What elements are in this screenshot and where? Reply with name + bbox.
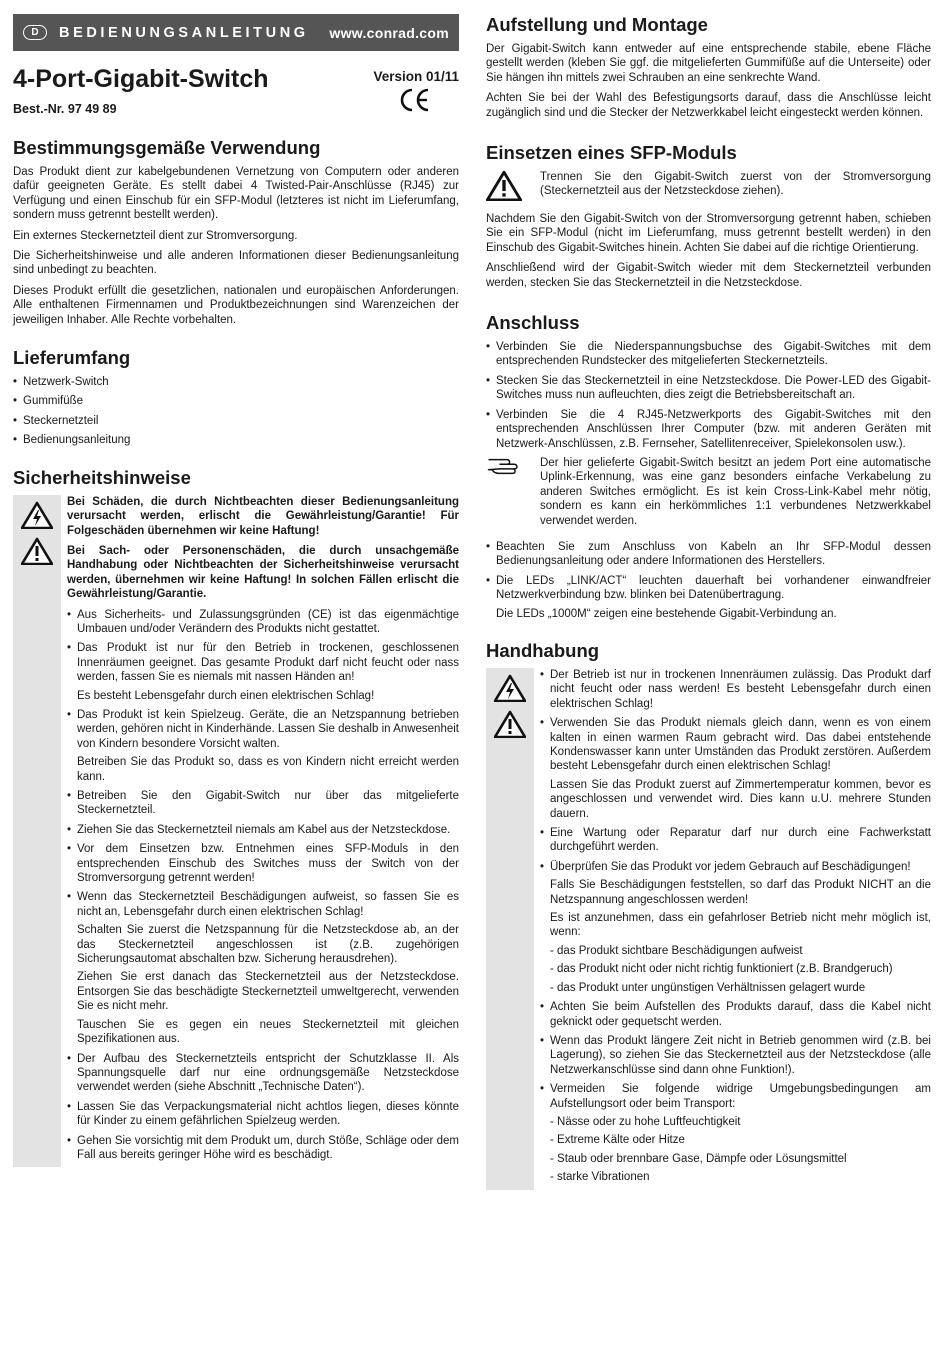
list-item: • Gummifüße <box>13 394 459 408</box>
language-badge: D <box>23 25 47 40</box>
warning-icon <box>486 170 522 201</box>
list-item: • Aus Sicherheits- und Zulassungsgründen (CE) ist das eigenmächtige Umbauen und/oder Verändern des Produkts nicht gestattet. <box>67 608 459 637</box>
handling-warning-box <box>486 668 931 1190</box>
sub-text: Schalten Sie zuerst die Netzspannung für die Netzsteckdose ab, an der das Steckernetzteil angeschlossen ist (z.B. zugehörigen Sicherungsautomat abschalten bzw. Sicherung herausdrehen). <box>77 924 459 966</box>
header-banner <box>13 14 459 51</box>
warning-icon-bar <box>13 495 61 1168</box>
list-item: • Beachten Sie zum Anschluss von Kabeln an Ihr SFP-Modul dessen Bedienungsanleitung oder andere Informationen des Herstellers. <box>486 540 931 569</box>
list-item: • Überprüfen Sie das Produkt vor jedem Gebrauch auf Beschädigungen! Falls Sie Beschädigungen feststellen, so darf das Produkt NICHT an die Netzspannung angeschlossen werden! Es ist anzunehmen, dass ein gefahrloser Betrieb nicht mehr möglich ist, wenn: - das Produkt sichtbare Beschädigungen aufweist - das Produkt nicht oder nicht richtig funktioniert (z.B. Brandgeruch) - das Produkt unter ungünstigen Verhältnissen gelagert wurde <box>540 860 931 995</box>
paragraph: Ein externes Steckernetzteil dient zur Stromversorgung. <box>13 229 298 242</box>
website-link[interactable]: www.conrad.com <box>329 24 449 41</box>
sub-text: Lassen Sie das Produkt zuerst auf Zimmertemperatur kommen, bevor es angeschlossen und verwendet wird. Dies kann u.U. mehrere Stunden dauern. <box>550 778 931 820</box>
handling-heading: Handhabung <box>486 639 600 661</box>
sub-text: - Extreme Kälte oder Hitze <box>550 1134 685 1147</box>
warning-icon <box>494 710 526 738</box>
list-item: • Das Produkt ist nur für den Betrieb in trockenen, geschlossenen Innenräumen geeignet. Das gesamte Produkt darf nicht feucht oder nass werden, fassen Sie es niemals mit nassen Händen an! Es besteht Lebensgefahr durch einen elektrischen Schlag! <box>67 641 459 703</box>
sub-text: Falls Sie Beschädigungen feststellen, so darf das Produkt NICHT an die Netzspannung angeschlossen werden! <box>550 879 931 906</box>
list-item: • Der Aufbau des Steckernetzteils entspricht der Schutzklasse II. Als Spannungsquelle darf nur eine ordnungsgemäße Netzsteckdose verwendet werden (siehe Abschnitt „Technische Daten“). <box>67 1052 459 1095</box>
list-item: • Vor dem Einsetzen bzw. Entnehmen eines SFP-Moduls in den entsprechenden Einschub des Switches muss der Switch von der Stromversorgung getrennt werden! <box>67 842 459 885</box>
list-item: • Wenn das Produkt längere Zeit nicht in Betrieb genommen wird (z.B. bei Lagerung), so ziehen Sie das Steckernetzteil aus der Netzsteckdose (alle Netzwerkanschlüsse sind dann ohne Funktion!). <box>540 1034 931 1077</box>
paragraph: Das Produkt dient zur kabelgebundenen Vernetzung von Computern oder anderen dafür geeigneten Geräte. Es stellt dabei 4 Twisted-Pair-Anschlüsse (RJ45) zur Verfügung und einen Einschub für ein SFP-Modul (letzteres ist nicht im Lieferumfang, sondern muss getrennt bestellt werden). <box>13 166 459 222</box>
sub-text: - das Produkt sichtbare Beschädigungen aufweist <box>550 944 803 957</box>
sub-text: Es besteht Lebensgefahr durch einen elektrischen Schlag! <box>77 689 375 702</box>
list-item: • Ziehen Sie das Steckernetzteil niemals am Kabel aus der Netzsteckdose. <box>67 823 459 837</box>
paragraph: Achten Sie bei der Wahl des Befestigungsorts darauf, dass die Anschlüsse leicht zugänglich sind und die Stecker der Netzwerkkabel leicht eingesteckt werden können. <box>486 92 931 119</box>
sub-text: Ziehen Sie erst danach das Steckernetzteil aus der Netzsteckdose. Entsorgen Sie das beschädigte Steckernetzteil umweltgerecht, verwenden Sie es nicht mehr. <box>77 971 459 1013</box>
list-item: • Lassen Sie das Verpackungsmaterial nicht achtlos liegen, dieses könnte für Kinder zu einem gefährlichen Spielzeug werden. <box>67 1100 459 1129</box>
banner-title: BEDIENUNGSANLEITUNG <box>59 24 309 41</box>
list-item: • Achten Sie beim Aufstellen des Produkts darauf, dass die Kabel nicht geknickt oder gequetscht werden. <box>540 1000 931 1029</box>
list-item: • Stecken Sie das Steckernetzteil in eine Netzsteckdose. Die Power-LED des Gigabit-Switches muss nun aufleuchten, dies zeigt die Betriebsbereitschaft an. <box>486 374 931 403</box>
list-item: • Bedienungsanleitung <box>13 433 459 447</box>
list-item: • Eine Wartung oder Reparatur darf nur durch eine Fachwerkstatt durchgeführt werden. <box>540 826 931 855</box>
sub-text: - das Produkt nicht oder nicht richtig funktioniert (z.B. Brandgeruch) <box>550 963 893 976</box>
paragraph: Die Sicherheitshinweise und alle anderen Informationen dieser Bedienungsanleitung sind unbedingt zu beachten. <box>13 250 459 277</box>
safety-heading: Sicherheitshinweise <box>13 466 191 488</box>
version-label: Version 01/11 <box>373 69 459 84</box>
product-title: 4-Port-Gigabit-Switch <box>13 65 269 93</box>
list-item: • Der Betrieb ist nur in trockenen Innenräumen zulässig. Das Produkt darf nicht feucht oder nass werden! Es besteht Lebensgefahr durch einen elektrischen Schlag! <box>540 668 931 711</box>
sfp-warning-text: Trennen Sie den Gigabit-Switch zuerst von der Stromversorgung (Steckernetzteil aus der Netzsteckdose ziehen). <box>540 171 931 198</box>
list-item: • Gehen Sie vorsichtig mit dem Produkt um, durch Stöße, Schläge oder dem Fall aus bereits geringer Höhe wird es beschädigt. <box>67 1134 459 1163</box>
safety-bold-notice: Bei Schäden, die durch Nichtbeachten dieser Bedienungsanleitung verursacht werden, erlischt die Gewährleistung/Garantie! Für Folgeschäden übernehmen wir keine Haftung! <box>67 495 459 537</box>
sub-text: - das Produkt unter ungünstigen Verhältnissen gelagert wurde <box>550 981 866 994</box>
list-item: • Die LEDs „LINK/ACT“ leuchten dauerhaft bei vorhandener einwandfreier Netzwerkverbindung bzw. blinken bei Datenübertragung. Die LEDs „1000M“ zeigen eine bestehende Gigabit-Verbindung an. <box>486 574 931 621</box>
list-item: • Das Produkt ist kein Spielzeug. Geräte, die an Netzspannung betrieben werden, gehören nicht in Kinderhände. Lassen Sie deshalb in Anwesenheit von Kindern besondere Vorsicht walten. Betreiben Sie das Produkt so, dass es von Kindern nicht erreicht werden kann. <box>67 708 459 784</box>
ce-mark-icon <box>397 87 431 113</box>
warning-icon <box>21 537 53 565</box>
warning-icon-bar <box>486 668 534 1190</box>
list-item: • Vermeiden Sie folgende widrige Umgebungsbedingungen am Aufstellungsort oder beim Transport: - Nässe oder zu hohe Luftfeuchtigkeit - Extreme Kälte oder Hitze - Staub oder brennbare Gase, Dämpfe oder Lösungsmittel - starke Vibrationen <box>540 1082 931 1184</box>
uplink-note: Der hier gelieferte Gigabit-Switch besitzt an jedem Port eine automatische Uplink-Erkennung, was eine ganz besonders einfache Verkabelung zu anderen Switches ermöglicht. Es ist kein Cross-Link-Kabel mehr nötig, sondern es kann ein herkömmliches 1:1 verbundenes Netzwerkkabel verwendet werden. <box>540 456 931 527</box>
sub-text: Es ist anzunehmen, dass ein gefahrloser Betrieb nicht mehr möglich ist, wenn: <box>550 912 931 939</box>
sub-text: Tauschen Sie es gegen ein neues Steckernetzteil mit gleichen Spezifikationen aus. <box>77 1018 459 1046</box>
list-item: • Betreiben Sie den Gigabit-Switch nur über das mitgelieferte Steckernetzteil. <box>67 789 459 818</box>
delivery-list <box>13 375 459 448</box>
pointing-hand-icon <box>486 456 524 478</box>
electric-shock-warning-icon <box>21 501 53 529</box>
intended-use-heading: Bestimmungsgemäße Verwendung <box>13 137 321 158</box>
connection-heading: Anschluss <box>486 312 580 334</box>
sub-text: - Staub oder brennbare Gase, Dämpfe oder Lösungsmittel <box>550 1152 847 1165</box>
list-item: • Steckernetzteil <box>13 414 459 428</box>
sub-text: Die LEDs „1000M“ zeigen eine bestehende Gigabit-Verbindung an. <box>496 607 837 620</box>
paragraph: Nachdem Sie den Gigabit-Switch von der Stromversorgung getrennt haben, schieben Sie ein SFP-Modul (nicht im Lieferumfang, muss getrennt bestellt werden) in den Einschub des Gigabit-Switches hinein. Achten Sie dabei auf die richtige Orientierung. <box>486 213 931 254</box>
list-item: • Wenn das Steckernetzteil Beschädigungen aufweist, so fassen Sie es nicht an, Lebensgefahr durch einen elektrischen Schlag! Schalten Sie zuerst die Netzspannung für die Netzsteckdose ab, an der das Steckernetzteil angeschlossen ist (z.B. zugehörigen Sicherungsautomat abschalten bzw. Sicherung herausdrehen). Ziehen Sie erst danach das Steckernetzteil aus der Netzsteckdose. Entsorgen Sie das beschädigte Steckernetzteil umweltgerecht, verwenden Sie es nicht mehr. Tauschen Sie es gegen ein neues Steckernetzteil mit gleichen Spezifikationen aus. <box>67 890 459 1046</box>
sfp-heading: Einsetzen eines SFP-Moduls <box>486 142 737 164</box>
sub-text: - Nässe oder zu hohe Luftfeuchtigkeit <box>550 1115 741 1128</box>
paragraph: Der Gigabit-Switch kann entweder auf eine entsprechende stabile, ebene Fläche gestellt werden (kleben Sie ggf. die mitgelieferten Gummifüße auf die Unterseite) oder Sie hängen ihn mittels zwei Schrauben an eine senkrechte Wand. <box>486 43 931 84</box>
safety-warning-box <box>13 495 459 1168</box>
list-item: • Netzwerk-Switch <box>13 375 459 389</box>
mounting-heading: Aufstellung und Montage <box>486 14 708 35</box>
safety-bold-notice: Bei Sach- oder Personenschäden, die durch unsachgemäße Handhabung oder Nichtbeachten der Sicherheitshinweise verursacht werden, übernehmen wir keine Haftung! In solchen Fällen erlischt die Gewährleistung/Garantie. <box>67 544 459 601</box>
list-item: • Verbinden Sie die 4 RJ45-Netzwerkports des Gigabit-Switches mit den entsprechenden Anschlüssen Ihrer Computer (bzw. mit anderen Geräten mit Netzwerk-Anschlüssen, z.B. Fernseher, Satellitenreceiver, Spielekonsolen usw.). <box>486 408 931 451</box>
list-item: • Verwenden Sie das Produkt niemals gleich dann, wenn es von einem kalten in einen warmen Raum gebracht wird. Das dabei entstehende Kondenswasser kann unter Umständen das Produkt zerstören. Außerdem besteht Lebensgefahr durch einen elektrischen Schlag! Lassen Sie das Produkt zuerst auf Zimmertemperatur kommen, bevor es angeschlossen und verwendet wird. Dies kann u.U. mehrere Stunden dauern. <box>540 716 931 821</box>
delivery-heading: Lieferumfang <box>13 347 131 369</box>
paragraph: Dieses Produkt erfüllt die gesetzlichen, nationalen und europäischen Anforderungen. Alle enthaltenen Firmennamen und Produktbezeichnungen sind Warenzeichen der jeweiligen Inhaber. Alle Rechte vorbehalten. <box>13 284 459 326</box>
list-item: • Verbinden Sie die Niederspannungsbuchse des Gigabit-Switches mit dem entsprechenden Rundstecker des mitgelieferten Steckernetzteils. <box>486 340 931 369</box>
sub-text: Betreiben Sie das Produkt so, dass es von Kindern nicht erreicht werden kann. <box>77 756 459 783</box>
order-number: Best.-Nr. 97 49 89 <box>13 102 117 116</box>
sub-text: - starke Vibrationen <box>550 1171 650 1184</box>
paragraph: Anschließend wird der Gigabit-Switch wieder mit dem Steckernetzteil verbunden werden, stecken Sie das Steckernetzteil in die Netzsteckdose. <box>486 262 931 289</box>
electric-shock-warning-icon <box>494 674 526 702</box>
